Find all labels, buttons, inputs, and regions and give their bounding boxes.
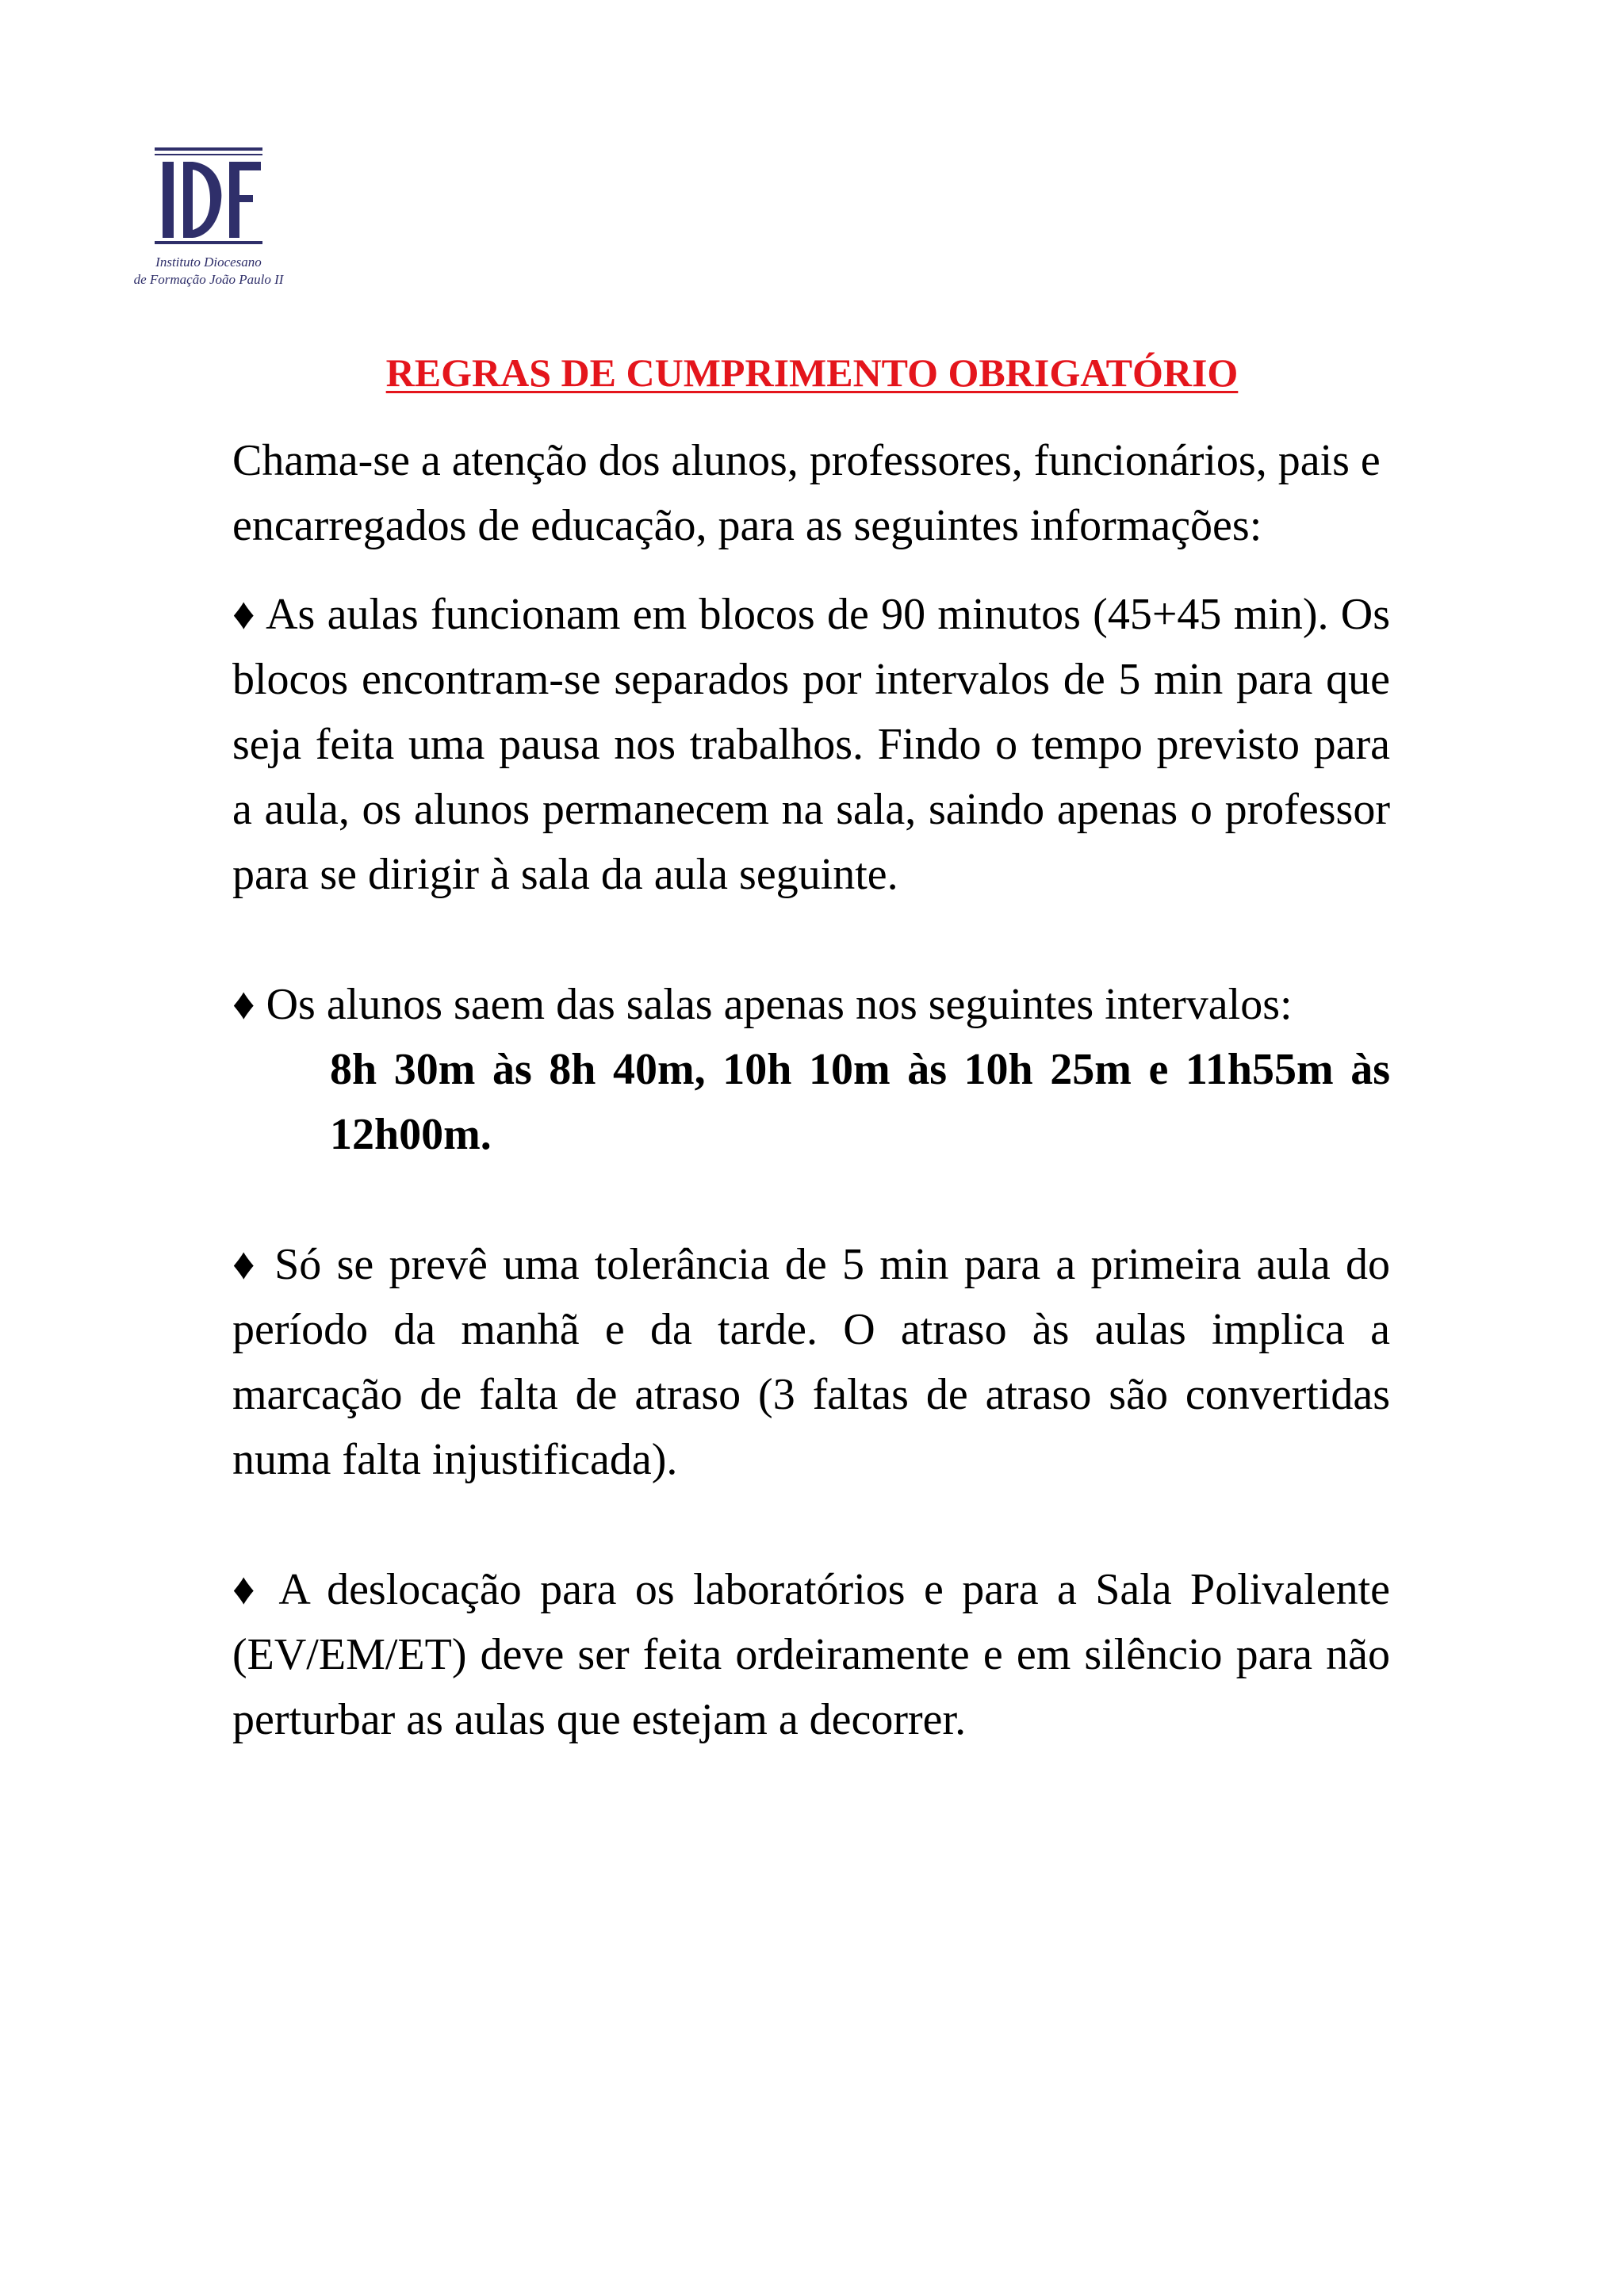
diamond-bullet-icon: ♦ <box>232 980 255 1029</box>
idf-logo-icon <box>153 147 264 247</box>
document-body <box>232 428 1390 1752</box>
institute-logo <box>109 147 316 298</box>
intro-paragraph: Chama-se a atenção dos alunos, professores, funcionários, pais e encarregados de educação, para as seguintes informações: <box>232 436 1381 550</box>
rule-text-1: As aulas funcionam em blocos de 90 minutos (45+45 min). Os blocos encontram-se separados por intervalos de 5 min para que seja feita uma pausa nos trabalhos. Findo o tempo previsto para a aula, os alunos permanecem na sala, saindo apenas o professor para se dirigir à sala da aula seguinte. <box>232 590 1390 899</box>
rule-text-4: A deslocação para os laboratórios e para a Sala Polivalente (EV/EM/ET) deve ser feita ordeiramente e em silêncio para não perturbar as aulas que estejam a decorrer. <box>232 1565 1390 1744</box>
rule-item-4 <box>232 1557 1390 1752</box>
diamond-bullet-icon: ♦ <box>232 1240 259 1289</box>
rule-item-1 <box>232 582 1390 907</box>
rule-item-3 <box>232 1232 1390 1492</box>
diamond-bullet-icon: ♦ <box>232 1565 262 1614</box>
diamond-bullet-icon: ♦ <box>232 590 256 639</box>
page-title: REGRAS DE CUMPRIMENTO OBRIGATÓRIO <box>385 350 1239 395</box>
rule-text-2: Os alunos saem das salas apenas nos seguintes intervalos: <box>266 980 1293 1029</box>
logo-caption-line2: de Formação João Paulo II <box>133 272 284 287</box>
logo-caption <box>109 254 308 289</box>
rule-item-2 <box>232 972 1390 1037</box>
logo-caption-line1: Instituto Diocesano <box>155 254 262 270</box>
rule-text-3: Só se prevê uma tolerância de 5 min para a primeira aula do período da manhã e da tarde. O atraso às aulas implica a marcação de falta de atraso (3 faltas de atraso são convertidas numa falta injustificada). <box>232 1240 1391 1484</box>
break-times: 8h 30m às 8h 40m, 10h 10m às 10h 25m e 11h55m às 12h00m. <box>330 1045 1390 1159</box>
